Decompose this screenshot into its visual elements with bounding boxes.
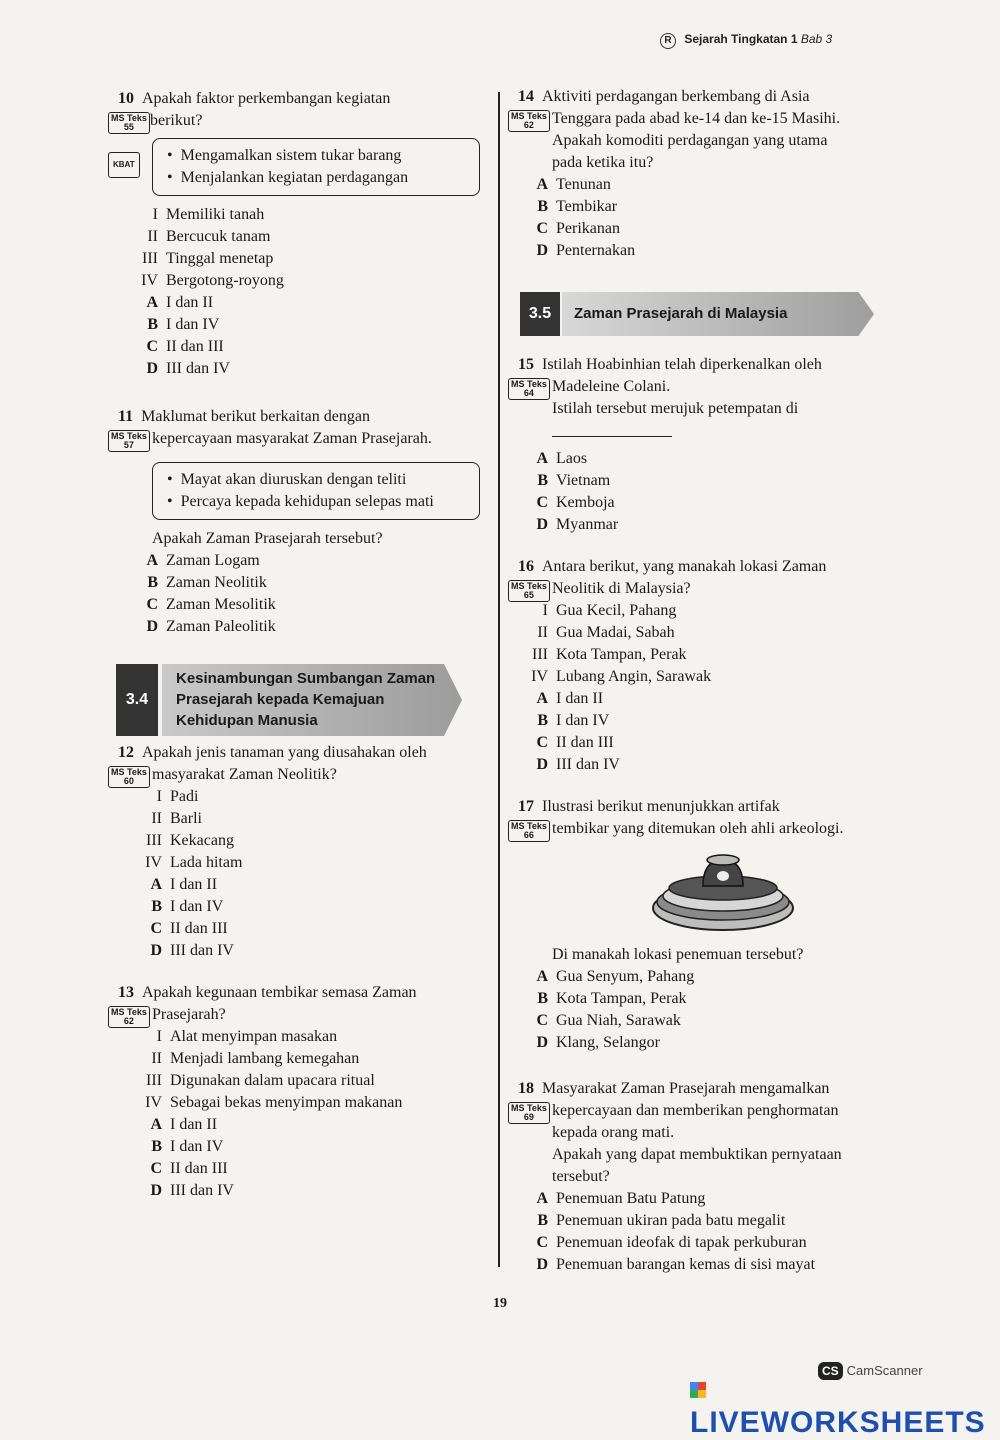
option-b[interactable]: B I dan IV	[147, 316, 220, 333]
liveworksheets-watermark[interactable]: LIVEWORKSHEETS	[690, 1372, 1000, 1440]
answer-options	[522, 966, 878, 1054]
option-a[interactable]: A Penemuan Batu Patung	[536, 1190, 706, 1207]
option-a[interactable]: A I dan II	[146, 294, 214, 311]
left-column	[111, 88, 480, 1202]
option-a[interactable]: A Laos	[536, 450, 588, 467]
option-d[interactable]: D Myanmar	[536, 516, 619, 533]
question-18: 18 Masyarakat Zaman Prasejarah mengamalkan MS Teks 69 kepercayaan dan memberikan penghormatan kepada orang mati. Apakah yang dapat membuktikan pernyataan tersebut? A Penemuan Batu Patung B Penemuan ukiran pada batu megalit C Penemuan ideofak di tapak perkuburan D Penemuan barangan kemas di sisi mayat	[518, 1078, 878, 1276]
question-stem: 15 Istilah Hoabinhian telah diperkenalkan oleh	[518, 356, 822, 373]
roman-list: I Gua Kecil, Pahang II Gua Madai, Sabah III Kota Tampan, Perak IV Lubang Angin, Sarawak	[531, 602, 712, 685]
roman-list: I Memiliki tanah II Bercucuk tanam III Tinggal menetap IV Bergotong-royong	[141, 206, 284, 289]
option-b[interactable]: B Vietnam	[537, 472, 611, 489]
brand-logo-icon: R	[660, 33, 676, 49]
option-c[interactable]: C Gua Niah, Sarawak	[536, 1012, 681, 1029]
camscanner-logo-icon: CS	[818, 1362, 843, 1380]
option-c[interactable]: C Penemuan ideofak di tapak perkuburan	[536, 1234, 807, 1251]
option-c[interactable]: C II dan III	[146, 338, 224, 355]
question-12: 12 Apakah jenis tanaman yang diusahakan oleh MS Teks 60 masyarakat Zaman Neolitik? I Padi II Barli III Kekacang IV Lada hitam A I dan II B I dan IV C II dan III D III dan IV	[118, 742, 480, 962]
liveworksheets-logo-icon	[690, 1382, 706, 1398]
subject-title: Sejarah Tingkatan 1	[684, 32, 798, 46]
answer-options	[136, 874, 480, 962]
option-d[interactable]: D III dan IV	[150, 942, 234, 959]
ms-teks-badge: MS Teks 62	[508, 110, 550, 132]
chapter-label: Bab 3	[800, 32, 833, 46]
kbat-badge: KBAT	[108, 152, 140, 178]
question-stem: 18 Masyarakat Zaman Prasejarah mengamalkan	[518, 1080, 830, 1097]
section-3-4-banner	[116, 662, 480, 738]
answer-options	[522, 688, 878, 776]
ms-teks-badge: MS Teks 57	[108, 430, 150, 452]
question-stem: 13 Apakah kegunaan tembikar semasa Zaman	[118, 984, 417, 1001]
column-divider	[498, 92, 500, 1267]
pottery-artifact-image	[648, 846, 798, 936]
section-number: 3.4	[116, 664, 158, 736]
info-box: • Mayat akan diuruskan dengan teliti • Percaya kepada kehidupan selepas mati	[152, 462, 480, 520]
section-number: 3.5	[520, 292, 560, 336]
option-c[interactable]: C II dan III	[536, 734, 614, 751]
answer-options	[522, 174, 878, 262]
question-10: 10 Apakah faktor perkembangan kegiatan MS Teks 55 berikut? KBAT • Mengamalkan sistem tukar barang • Menjalankan kegiatan perdagangan I Memiliki tanah II Bercucuk tanam III Tinggal menetap IV Bergotong-royong A I dan II B I dan IV C II dan III D III dan IV	[118, 88, 480, 380]
option-b[interactable]: B Tembikar	[537, 198, 618, 215]
right-column	[511, 86, 878, 1276]
answer-blank[interactable]	[552, 422, 672, 437]
question-13: 13 Apakah kegunaan tembikar semasa Zaman MS Teks 62 Prasejarah? I Alat menyimpan masakan II Menjadi lambang kemegahan III Digunakan dalam upacara ritual IV Sebagai bekas menyimpan makanan A I dan II B I dan IV C II dan III D III dan IV	[118, 982, 480, 1202]
option-b[interactable]: B I dan IV	[151, 898, 224, 915]
answer-options	[522, 448, 878, 536]
option-c[interactable]: C II dan III	[150, 920, 228, 937]
ms-teks-badge: MS Teks 65	[508, 580, 550, 602]
option-a[interactable]: A Zaman Logam	[146, 552, 260, 569]
option-a[interactable]: A Tenunan	[536, 176, 611, 193]
camscanner-mark: CS CamScanner	[818, 1362, 923, 1380]
roman-list: I Alat menyimpan masakan II Menjadi lambang kemegahan III Digunakan dalam upacara ritual IV Sebagai bekas menyimpan makanan	[145, 1028, 403, 1111]
question-stem: 14 Aktiviti perdagangan berkembang di Asia	[518, 88, 810, 105]
page-number: 19	[493, 1296, 507, 1311]
option-a[interactable]: A I dan II	[536, 690, 604, 707]
option-d[interactable]: D Klang, Selangor	[536, 1034, 660, 1051]
ms-teks-badge: MS Teks 64	[508, 378, 550, 400]
answer-options	[132, 292, 480, 380]
question-16: 16 Antara berikut, yang manakah lokasi Zaman MS Teks 65 Neolitik di Malaysia? I Gua Kecil, Pahang II Gua Madai, Sabah III Kota Tampan, Perak IV Lubang Angin, Sarawak A I dan II B I dan IV C II dan III D III dan IV	[518, 556, 878, 776]
option-c[interactable]: C Zaman Mesolitik	[146, 596, 276, 613]
section-title: Kesinambungan Sumbangan Zaman Prasejarah kepada Kemajuan Kehidupan Manusia	[176, 670, 436, 729]
option-c[interactable]: C Kemboja	[536, 494, 615, 511]
ms-teks-badge: MS Teks 55	[108, 112, 150, 134]
option-b[interactable]: B Penemuan ukiran pada batu megalit	[537, 1212, 786, 1229]
question-14: 14 Aktiviti perdagangan berkembang di Asia MS Teks 62 Tenggara pada abad ke-14 dan ke-15 Masihi. Apakah komoditi perdagangan yang utama pada ketika itu? A Tenunan B Tembikar C Perikanan D Penternakan	[518, 86, 878, 262]
question-stem: 10 Apakah faktor perkembangan kegiatan	[118, 90, 391, 107]
page-header	[660, 32, 832, 49]
option-d[interactable]: D Penemuan barangan kemas di sisi mayat	[536, 1256, 816, 1273]
answer-options	[522, 1188, 878, 1276]
question-stem: 17 Ilustrasi berikut menunjukkan artifak	[518, 798, 780, 815]
option-b[interactable]: B Kota Tampan, Perak	[537, 990, 687, 1007]
option-d[interactable]: D Zaman Paleolitik	[146, 618, 276, 635]
question-11: 11 Maklumat berikut berkaitan dengan MS Teks 57 kepercayaan masyarakat Zaman Prasejarah. • Mayat akan diuruskan dengan teliti • Percaya kepada kehidupan selepas mati Apakah Zaman Prasejarah tersebut? A Zaman Logam B Zaman Neolitik C Zaman Mesolitik D Zaman Paleolitik	[118, 406, 480, 638]
question-17: 17 Ilustrasi berikut menunjukkan artifak MS Teks 66 tembikar yang ditemukan oleh ahli arkeologi. Di manakah lokasi penemuan tersebut? A Gua Senyum, Pahang B Kota Tampan, Perak C Gua Niah, Sarawak D Klang, Selangor	[518, 796, 878, 1054]
ms-teks-badge: MS Teks 66	[508, 820, 550, 842]
option-a[interactable]: A I dan II	[150, 1116, 218, 1133]
option-b[interactable]: B I dan IV	[151, 1138, 224, 1155]
question-stem: 12 Apakah jenis tanaman yang diusahakan oleh	[118, 744, 427, 761]
option-b[interactable]: B Zaman Neolitik	[147, 574, 267, 591]
answer-options	[132, 550, 480, 638]
question-stem: 16 Antara berikut, yang manakah lokasi Zaman	[518, 558, 827, 575]
question-15: 15 Istilah Hoabinhian telah diperkenalkan oleh MS Teks 64 Madeleine Colani. Istilah tersebut merujuk petempatan di A Laos B Vietnam C Kemboja D Myanmar	[518, 354, 878, 536]
info-box: • Mengamalkan sistem tukar barang • Menjalankan kegiatan perdagangan	[152, 138, 480, 196]
option-d[interactable]: D III dan IV	[150, 1182, 234, 1199]
section-title: Zaman Prasejarah di Malaysia	[574, 305, 788, 322]
answer-options	[136, 1114, 480, 1202]
option-d[interactable]: D III dan IV	[536, 756, 620, 773]
option-a[interactable]: A I dan II	[150, 876, 218, 893]
section-3-5-banner	[518, 292, 878, 336]
ms-teks-badge: MS Teks 62	[108, 1006, 150, 1028]
option-d[interactable]: D III dan IV	[146, 360, 230, 377]
ms-teks-badge: MS Teks 69	[508, 1102, 550, 1124]
option-c[interactable]: C II dan III	[150, 1160, 228, 1177]
option-b[interactable]: B I dan IV	[537, 712, 610, 729]
question-stem: 11 Maklumat berikut berkaitan dengan	[118, 408, 370, 425]
option-c[interactable]: C Perikanan	[536, 220, 620, 237]
option-a[interactable]: A Gua Senyum, Pahang	[536, 968, 695, 985]
option-d[interactable]: D Penternakan	[536, 242, 636, 259]
ms-teks-badge: MS Teks 60	[108, 766, 150, 788]
roman-list: I Padi II Barli III Kekacang IV Lada hitam	[145, 788, 243, 871]
